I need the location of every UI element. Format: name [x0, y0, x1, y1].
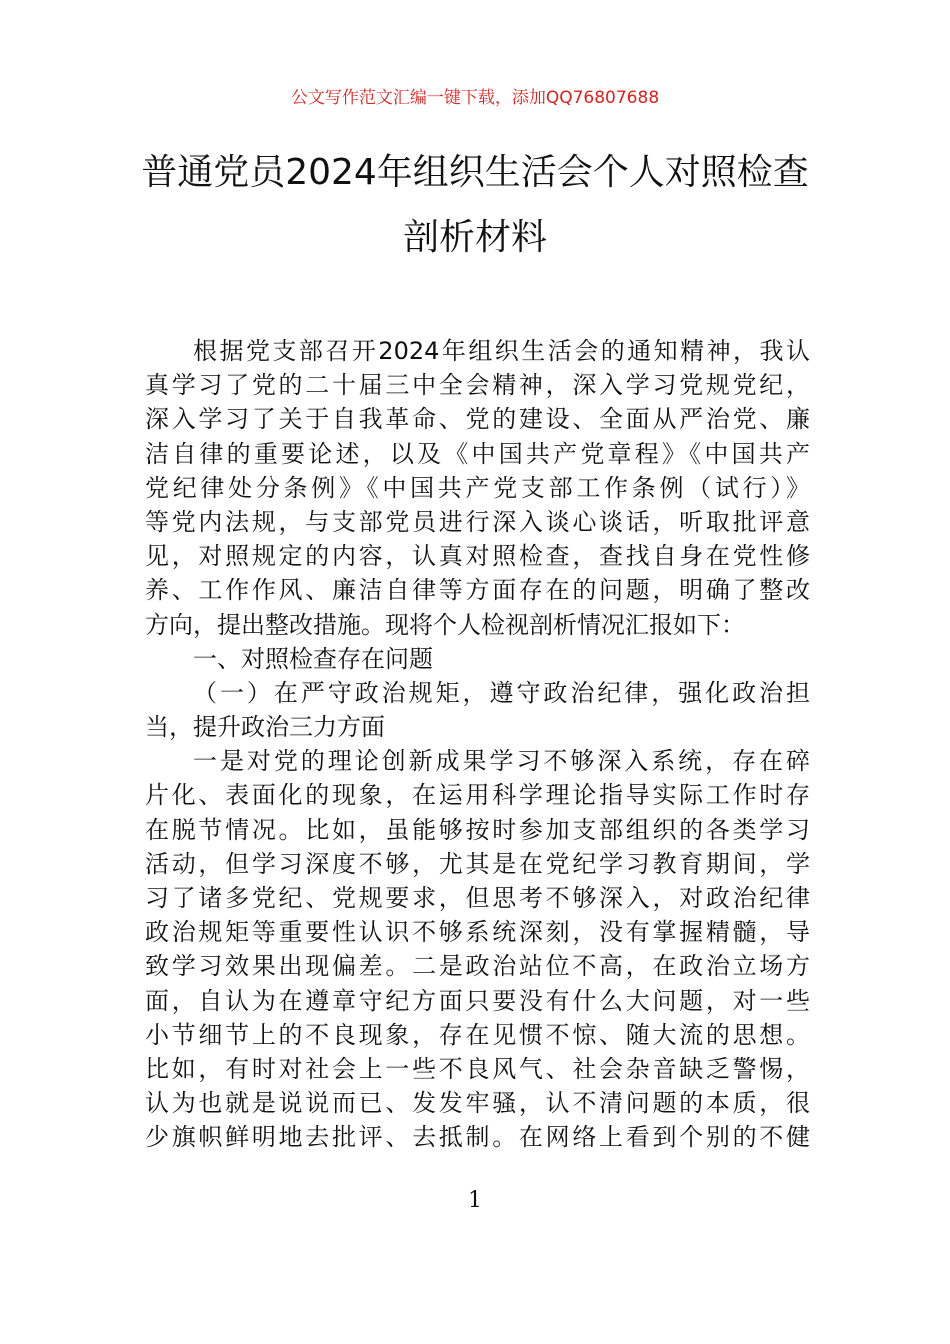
- subsection-heading: 当，提升政治三力方面: [145, 713, 385, 742]
- body-line: 深入学习了关于自我革命、党的建设、全面从严治党、廉: [145, 405, 810, 434]
- document-body: [145, 334, 810, 1155]
- body-line: 等党内法规，与支部党员进行深入谈心谈话，听取批评意: [145, 507, 810, 536]
- body-line: 小节细节上的不良现象，存在见惯不惊、随大流的思想。: [145, 1020, 810, 1049]
- body-line: 一是对党的理论创新成果学习不够深入系统，存在碎: [193, 747, 810, 776]
- body-line: 方向，提出整改措施。现将个人检视剖析情况汇报如下：: [145, 610, 745, 639]
- body-line: 致学习效果出现偏差。二是政治站位不高，在政治立场方: [145, 952, 810, 981]
- body-line: 活动，但学习深度不够，尤其是在党纪学习教育期间，学: [145, 849, 810, 878]
- body-line: 比如，有时对社会上一些不良风气、社会杂音缺乏警惕，: [145, 1054, 810, 1083]
- body-line: 养、工作作风、廉洁自律等方面存在的问题，明确了整改: [145, 576, 810, 605]
- page-number: 1: [468, 1188, 482, 1213]
- download-promo-note: 公文写作范文汇编一键下载，添加QQ76807688: [290, 88, 660, 108]
- body-line: 政治规矩等重要性认识不够系统深刻，没有掌握精髓，导: [145, 918, 810, 947]
- body-line: 见，对照规定的内容，认真对照检查，查找自身在党性修: [145, 542, 810, 571]
- body-line: 少旗帜鲜明地去批评、去抵制。在网络上看到个别的不健: [145, 1123, 810, 1152]
- body-line: 党纪律处分条例》《中国共产党支部工作条例（试行）》: [145, 473, 810, 502]
- body-line: 在脱节情况。比如，虽能够按时参加支部组织的各类学习: [145, 815, 810, 844]
- body-line: 片化、表面化的现象，在运用科学理论指导实际工作时存: [145, 781, 810, 810]
- section-heading: 一、对照检查存在问题: [193, 644, 433, 673]
- body-line: 洁自律的重要论述，以及《中国共产党章程》《中国共产: [145, 439, 810, 468]
- document-title-line-2: 剖析材料: [402, 217, 547, 258]
- body-line: 面，自认为在遵章守纪方面只要没有什么大问题，对一些: [145, 986, 810, 1015]
- body-line: 根据党支部召开2024年组织生活会的通知精神，我认: [193, 337, 810, 365]
- document-title-line-1: 普通党员2024年组织生活会个人对照检查: [141, 152, 809, 193]
- body-line: 真学习了党的二十届三中全会精神，深入学习党规党纪，: [145, 371, 810, 400]
- body-line: 习了诸多党纪、党规要求，但思考不够深入，对政治纪律: [145, 884, 810, 912]
- subsection-heading: （一）在严守政治规矩，遵守政治纪律，强化政治担: [193, 678, 810, 707]
- body-line: 认为也就是说说而已、发发牢骚，认不清问题的本质，很: [145, 1089, 810, 1118]
